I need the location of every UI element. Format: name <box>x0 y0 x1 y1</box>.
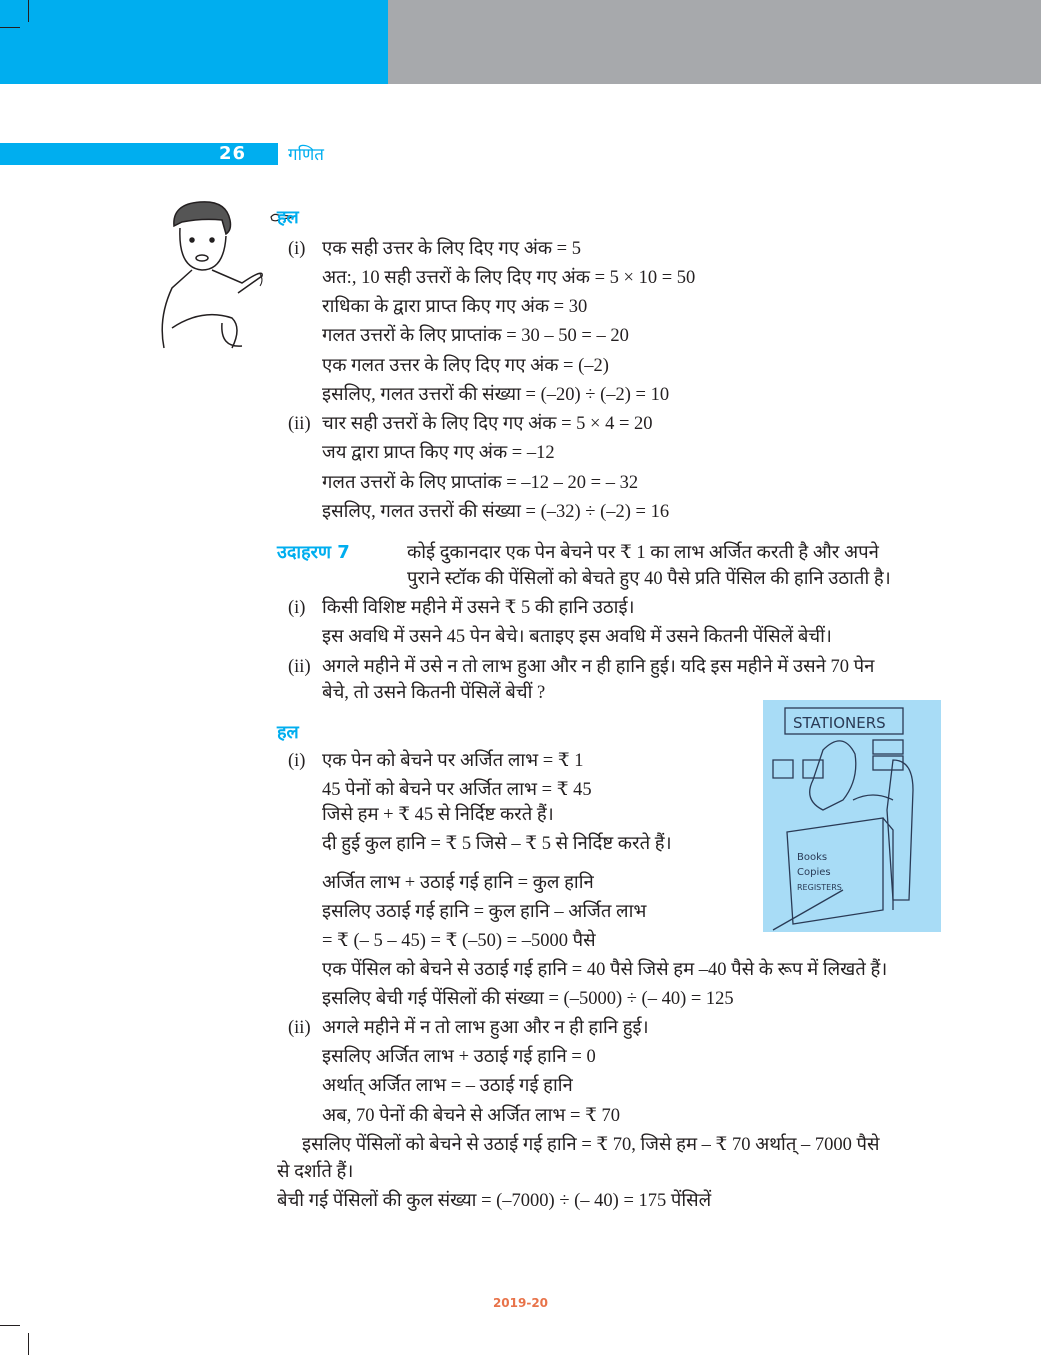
solution1-part-ii-line: जय द्वारा प्राप्त किए गए अंक = –12 <box>322 443 555 463</box>
example-part-ii-line: बेचे, तो उसने कितनी पेंसिलें बेचीं ? <box>322 683 546 703</box>
solution-heading-2: हल <box>277 722 299 743</box>
page-number-bar <box>0 143 278 165</box>
conclusion-line: इसलिए पेंसिलों को बेचने से उठाई गई हानि = ₹ 70, जिसे हम – ₹ 70 अर्थात् – 7000 पैसे <box>302 1135 880 1155</box>
solution1-part-i-line: अत:, 10 सही उत्तरों के लिए दिए गए अंक = 5 × 10 = 50 <box>322 268 696 288</box>
header-band-gray <box>388 0 1041 84</box>
solution1-part-i-line: राधिका के द्वारा प्राप्त किए गए अंक = 30 <box>322 297 588 317</box>
stationers-shop-illustration <box>763 700 941 932</box>
crop-mark-bottom-h <box>0 1325 20 1326</box>
solution2-part-i-line: अर्जित लाभ + उठाई गई हानि = कुल हानि <box>322 873 594 893</box>
solution2-part-ii-line: अर्थात् अर्जित लाभ = – उठाई गई हानि <box>322 1076 573 1096</box>
subject-title: गणित <box>288 145 324 165</box>
solution1-part-i-line: इसलिए, गलत उत्तरों की संख्या = (–20) ÷ (–2) = 10 <box>322 385 670 405</box>
solution2-part-ii-line: अब, 70 पेनों की बेचने से अर्जित लाभ = ₹ 70 <box>322 1106 620 1126</box>
solution2-part-ii-line: (ii) अगले महीने में न तो लाभ हुआ और न ही हानि हुई। <box>288 1018 649 1038</box>
svg-text:Copies: Copies <box>797 867 831 878</box>
solution1-part-ii-line: इसलिए, गलत उत्तरों की संख्या = (–32) ÷ (–2) = 16 <box>322 502 670 522</box>
solution2-part-i-line: इसलिए उठाई गई हानि = कुल हानि – अर्जित लाभ <box>322 902 647 922</box>
solution2-part-i-line: दी हुई कुल हानि = ₹ 5 जिसे – ₹ 5 से निर्दिष्ट करते हैं। <box>322 834 672 854</box>
solution2-part-i-line: = ₹ (– 5 – 45) = ₹ (–50) = –5000 पैसे <box>322 931 596 951</box>
part-marker: (i) <box>288 751 306 771</box>
solution1-part-i-line: एक गलत उत्तर के लिए दिए गए अंक = (–2) <box>322 356 609 376</box>
svg-text:Books: Books <box>797 852 828 863</box>
solution1-part-i-line: (i) एक सही उत्तर के लिए दिए गए अंक = 5 <box>288 239 581 259</box>
page-number: 26 <box>218 143 246 164</box>
shop-sign-text: STATIONERS <box>793 714 886 732</box>
footer-year: 2019-20 <box>492 1296 549 1310</box>
part-marker: (ii) <box>288 657 311 677</box>
conclusion-line: से दर्शाते हैं। <box>277 1162 354 1182</box>
solution2-part-i-line: जिसे हम + ₹ 45 से निर्दिष्ट करते हैं। <box>322 805 554 825</box>
solution1-part-ii-line: (ii) चार सही उत्तरों के लिए दिए गए अंक = 5 × 4 = 20 <box>288 414 653 434</box>
solution1-part-ii-line: गलत उत्तरों के लिए प्राप्तांक = –12 – 20 = – 32 <box>322 473 639 493</box>
solution2-part-i-line: 45 पेनों को बेचने पर अर्जित लाभ = ₹ 45 <box>322 780 592 800</box>
header-band-blue <box>0 0 388 84</box>
solution-heading-1: हल <box>277 207 299 228</box>
crop-mark-bottom <box>28 1333 29 1355</box>
boy-pointing-illustration <box>152 198 272 360</box>
example-part-i-line: इस अवधि में उसने 45 पेन बेचे। बताइए इस अवधि में उसने कितनी पेंसिलें बेचीं। <box>322 627 832 647</box>
conclusion-line: बेची गई पेंसिलों की कुल संख्या = (–7000) ÷ (– 40) = 175 पेंसिलें <box>277 1191 712 1211</box>
solution1-part-i-line: गलत उत्तरों के लिए प्राप्तांक = 30 – 50 = – 20 <box>322 326 629 346</box>
solution2-part-ii-line: इसलिए अर्जित लाभ + उठाई गई हानि = 0 <box>322 1047 596 1067</box>
crop-mark-top <box>28 0 29 22</box>
svg-text:REGISTERS: REGISTERS <box>797 883 842 892</box>
part-marker: (i) <box>288 239 306 259</box>
example-part-ii-line: (ii) अगले महीने में उसे न तो लाभ हुआ और न ही हानि हुई। यदि इस महीने में उसने 70 पेन <box>288 657 875 677</box>
example-statement-line: पुराने स्टॉक की पेंसिलों को बेचते हुए 40 पैसे प्रति पेंसिल की हानि उठाती है। <box>407 569 891 589</box>
example-label: उदाहरण 7 <box>277 542 350 563</box>
solution2-part-i-line: इसलिए बेची गई पेंसिलों की संख्या = (–5000) ÷ (– 40) = 125 <box>322 989 734 1009</box>
crop-mark-top-h <box>0 27 20 28</box>
part-marker: (ii) <box>288 1018 311 1038</box>
solution2-part-i-line: एक पेंसिल को बेचने से उठाई गई हानि = 40 पैसे जिसे हम –40 पैसे के रूप में लिखते हैं। <box>322 960 888 980</box>
solution2-part-i-line: (i) एक पेन को बेचने पर अर्जित लाभ = ₹ 1 <box>288 751 584 771</box>
part-marker: (i) <box>288 598 306 618</box>
example-statement-line: कोई दुकानदार एक पेन बेचने पर ₹ 1 का लाभ अर्जित करती है और अपने <box>407 543 879 563</box>
part-marker: (ii) <box>288 414 311 434</box>
example-part-i-line: (i) किसी विशिष्ट महीने में उसने ₹ 5 की हानि उठाई। <box>288 598 635 618</box>
